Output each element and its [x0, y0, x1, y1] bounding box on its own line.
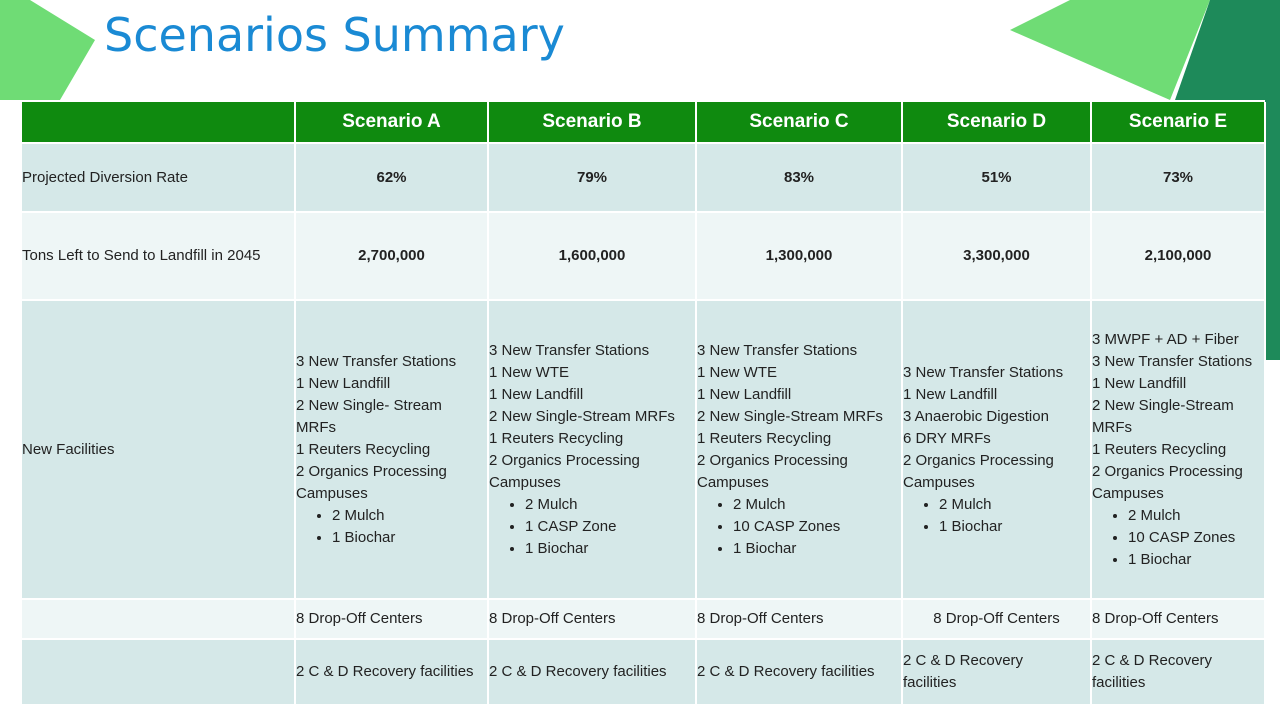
facility-line: 2 Organics Processing: [903, 451, 1054, 469]
facility-line: Campuses: [489, 473, 561, 491]
facility-line: 2 New Single-Stream MRFs: [697, 407, 883, 425]
facility-line: 2 Organics Processing: [697, 451, 848, 469]
facility-line: Campuses: [903, 473, 975, 491]
cd-e-line: facilities: [1092, 674, 1146, 691]
facility-line: 3 New Transfer Stations: [1092, 352, 1253, 370]
facility-line: 1 New Landfill: [296, 374, 391, 392]
facility-line: 6 DRY MRFs: [903, 429, 991, 447]
header-scenario-e: Scenario E: [1091, 102, 1265, 143]
facility-line: 2 Organics Processing: [489, 451, 640, 469]
diversion-a: 62%: [295, 143, 488, 212]
facility-bullet: • 2 Mulch: [733, 494, 901, 516]
dropoff-a: 8 Drop-Off Centers: [295, 599, 488, 639]
facility-line: 1 Reuters Recycling: [697, 429, 832, 447]
cd-b: 2 C & D Recovery facilities: [488, 639, 696, 705]
facility-line: 1 New WTE: [489, 363, 570, 381]
tons-b: 1,600,000: [488, 212, 696, 300]
dropoff-e: 8 Drop-Off Centers: [1091, 599, 1265, 639]
facility-bullet: • 1 Biochar: [939, 516, 1090, 538]
diversion-d: 51%: [902, 143, 1091, 212]
diversion-c: 83%: [696, 143, 902, 212]
cd-d-line: facilities: [903, 674, 957, 691]
facility-line: 3 New Transfer Stations: [903, 363, 1064, 381]
row-label-facilities: New Facilities: [22, 300, 295, 599]
facility-line: 3 New Transfer Stations: [296, 352, 457, 370]
facility-bullet: • 2 Mulch: [332, 505, 487, 527]
facility-line: Campuses: [296, 484, 368, 502]
facility-line: 2 Organics Processing: [296, 462, 447, 480]
cd-e-line: 2 C & D Recovery: [1092, 652, 1213, 669]
facility-line: 3 New Transfer Stations: [489, 341, 650, 359]
facility-line: 1 Reuters Recycling: [489, 429, 624, 447]
dropoff-c: 8 Drop-Off Centers: [696, 599, 902, 639]
facility-line: 3 New Transfer Stations: [697, 341, 858, 359]
row-label-tons: Tons Left to Send to Landfill in 2045: [22, 212, 295, 300]
table-row: [22, 143, 1265, 212]
cd-a: 2 C & D Recovery facilities: [295, 639, 488, 705]
facility-line: 1 New Landfill: [697, 385, 792, 403]
facility-line: 1 New Landfill: [489, 385, 584, 403]
facility-line: MRFs: [1092, 418, 1132, 436]
facility-bullet: • 1 Biochar: [733, 538, 901, 560]
facility-bullet: • 1 CASP Zone: [525, 516, 695, 538]
facility-line: 1 Reuters Recycling: [1092, 440, 1227, 458]
tons-d: 3,300,000: [902, 212, 1091, 300]
facilities-d: [902, 300, 1091, 599]
facility-line: 2 New Single-Stream MRFs: [489, 407, 675, 425]
facility-bullet: • 2 Mulch: [1128, 505, 1264, 527]
header-scenario-a: Scenario A: [295, 102, 488, 143]
facility-line: 1 New WTE: [697, 363, 778, 381]
corner-decoration-left: [0, 0, 110, 105]
tons-c: 1,300,000: [696, 212, 902, 300]
facility-line: 1 New Landfill: [1092, 374, 1187, 392]
facilities-a: [295, 300, 488, 599]
cd-d-line: 2 C & D Recovery: [903, 652, 1024, 669]
facility-bullet: • 10 CASP Zones: [1128, 527, 1264, 549]
tons-a: 2,700,000: [295, 212, 488, 300]
facility-bullet: • 2 Mulch: [939, 494, 1090, 516]
table-header-row: [22, 102, 1265, 143]
table-row: [22, 300, 1265, 599]
facility-line: MRFs: [296, 418, 336, 436]
scenarios-table: [22, 102, 1266, 706]
facility-line: 3 MWPF + AD + Fiber: [1092, 330, 1239, 348]
facility-line: 3 Anaerobic Digestion: [903, 407, 1049, 425]
facility-line: 2 New Single- Stream: [296, 396, 442, 414]
facility-bullet: • 1 Biochar: [332, 527, 487, 549]
cd-c: 2 C & D Recovery facilities: [696, 639, 902, 705]
facility-line: Campuses: [1092, 484, 1164, 502]
facilities-e: [1091, 300, 1265, 599]
dropoff-d: 8 Drop-Off Centers: [902, 599, 1091, 639]
facility-line: 1 Reuters Recycling: [296, 440, 431, 458]
facility-bullet: • 2 Mulch: [525, 494, 695, 516]
facility-line: Campuses: [697, 473, 769, 491]
facility-line: 2 New Single-Stream: [1092, 396, 1234, 414]
tons-e: 2,100,000: [1091, 212, 1265, 300]
facilities-b: [488, 300, 696, 599]
row-label-cd: [22, 639, 295, 705]
dropoff-b: 8 Drop-Off Centers: [488, 599, 696, 639]
row-label-dropoff: [22, 599, 295, 639]
facility-line: 1 New Landfill: [903, 385, 998, 403]
table-row: [22, 639, 1265, 705]
table-row: [22, 212, 1265, 300]
slide-title: Scenarios Summary: [104, 8, 565, 62]
facility-line: 2 Organics Processing: [1092, 462, 1243, 480]
facility-bullet: • 1 Biochar: [1128, 549, 1264, 571]
header-scenario-b: Scenario B: [488, 102, 696, 143]
facilities-c: [696, 300, 902, 599]
diversion-b: 79%: [488, 143, 696, 212]
cd-e: [1091, 639, 1265, 705]
facility-bullet: • 1 Biochar: [525, 538, 695, 560]
diversion-e: 73%: [1091, 143, 1265, 212]
header-scenario-c: Scenario C: [696, 102, 902, 143]
header-scenario-d: Scenario D: [902, 102, 1091, 143]
facility-bullet: • 10 CASP Zones: [733, 516, 901, 538]
cd-d: [902, 639, 1091, 705]
table-row: [22, 599, 1265, 639]
row-label-diversion: Projected Diversion Rate: [22, 143, 295, 212]
header-empty: [22, 102, 295, 143]
